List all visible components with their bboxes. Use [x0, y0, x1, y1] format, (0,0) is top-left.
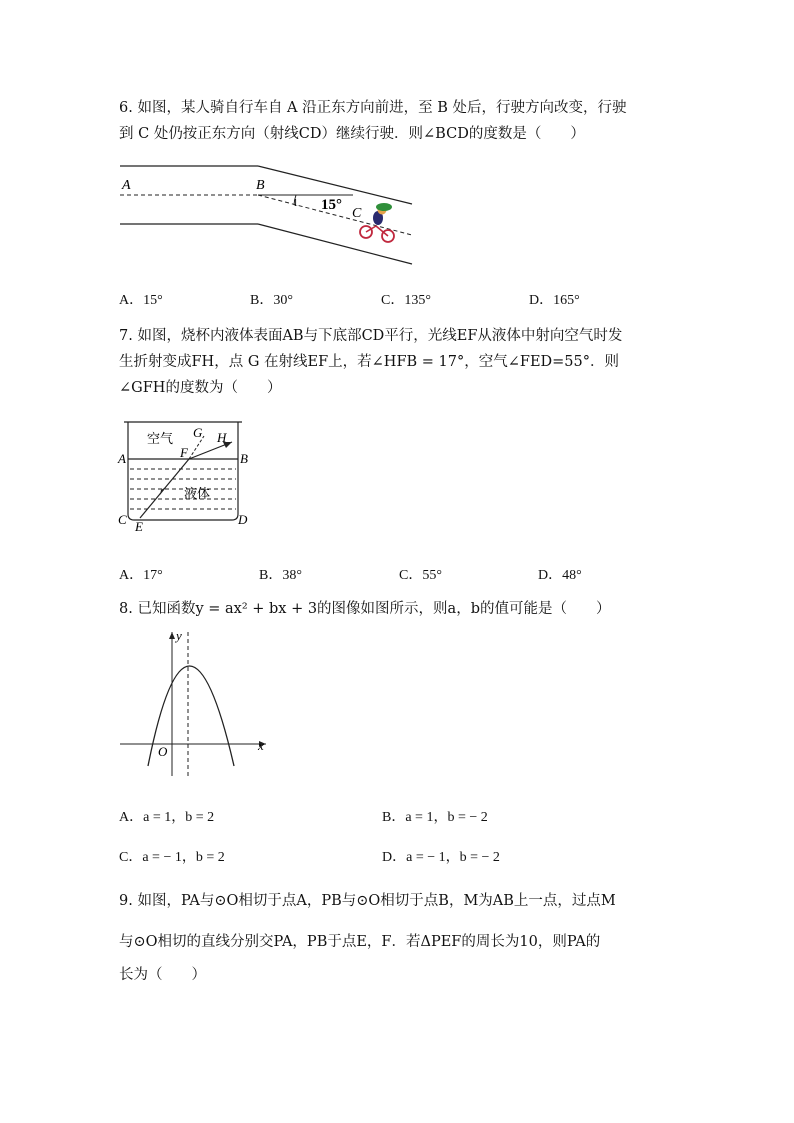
q9-text-line2: 与⊙O相切的直线分别交PA，PB于点E，F．若ΔPEF的周长为10，则PA的: [119, 934, 601, 950]
q7-text-line3: ∠GFH的度数为（ ）: [119, 380, 282, 396]
label-a: A: [122, 178, 131, 193]
cyclist-icon: [360, 203, 394, 242]
q8-option-c[interactable]: C．a = − 1，b = 2: [119, 850, 225, 865]
label-x: x: [258, 738, 264, 753]
label-liquid: 液体: [184, 486, 211, 501]
q8-text-line1: 8. 已知函数y = ax² + bx + 3的图像如图所示，则a，b的值可能是（ ）: [119, 601, 611, 617]
q7-text-line2: 生折射变成FH，点 G 在射线EF上，若∠HFB = 17°，空气∠FED=55°．则: [119, 354, 620, 370]
label-b: B: [256, 178, 265, 193]
q9-text-line1: 9. 如图，PA与⊙O相切于点A，PB与⊙O相切于点B，M为AB上一点，过点M: [119, 893, 616, 909]
label-b: B: [240, 451, 248, 466]
q9-text-line3: 长为（ ）: [119, 967, 206, 983]
q6-option-d[interactable]: D．165°: [529, 293, 580, 308]
label-d: D: [238, 512, 248, 527]
q8-option-b[interactable]: B．a = 1，b = − 2: [382, 810, 488, 825]
q6-option-c[interactable]: C．135°: [381, 293, 431, 308]
q6-text-line1: 6. 如图，某人骑自行车自 A 沿正东方向前进，至 B 处后，行驶方向改变，行驶: [119, 100, 627, 116]
label-c: C: [118, 512, 127, 527]
label-f: F: [180, 445, 188, 460]
q7-text-line1: 7. 如图，烧杯内液体表面AB与下底部CD平行，光线EF从液体中射向空气时发: [119, 328, 623, 344]
q7-beaker-figure: [116, 418, 256, 533]
label-h: H: [217, 430, 227, 445]
q7-option-a[interactable]: A．17°: [119, 568, 163, 583]
label-origin: O: [158, 744, 168, 759]
q7-option-b[interactable]: B．38°: [259, 568, 302, 583]
q7-option-d[interactable]: D．48°: [538, 568, 582, 583]
label-1: 1: [293, 198, 298, 209]
label-e: E: [135, 519, 143, 533]
label-15-degrees: 15°: [321, 197, 342, 213]
q6-text-line2: 到 C 处仍按正东方向（射线CD）继续行驶．则∠BCD的度数是（ ）: [119, 126, 585, 142]
q8-parabola-figure: [116, 626, 276, 778]
q8-option-a[interactable]: A．a = 1，b = 2: [119, 810, 215, 825]
q6-option-a[interactable]: A．15°: [119, 293, 163, 308]
q7-option-c[interactable]: C．55°: [399, 568, 442, 583]
q8-option-d[interactable]: D．a = − 1，b = − 2: [382, 850, 500, 865]
q6-option-b[interactable]: B．30°: [250, 293, 293, 308]
q6-road-figure: [118, 160, 418, 270]
y-axis-arrow: [169, 632, 175, 639]
label-air: 空气: [147, 431, 174, 446]
label-g: G: [193, 425, 203, 440]
label-a: A: [118, 451, 126, 466]
label-y: y: [176, 628, 182, 643]
label-c: C: [352, 206, 362, 221]
